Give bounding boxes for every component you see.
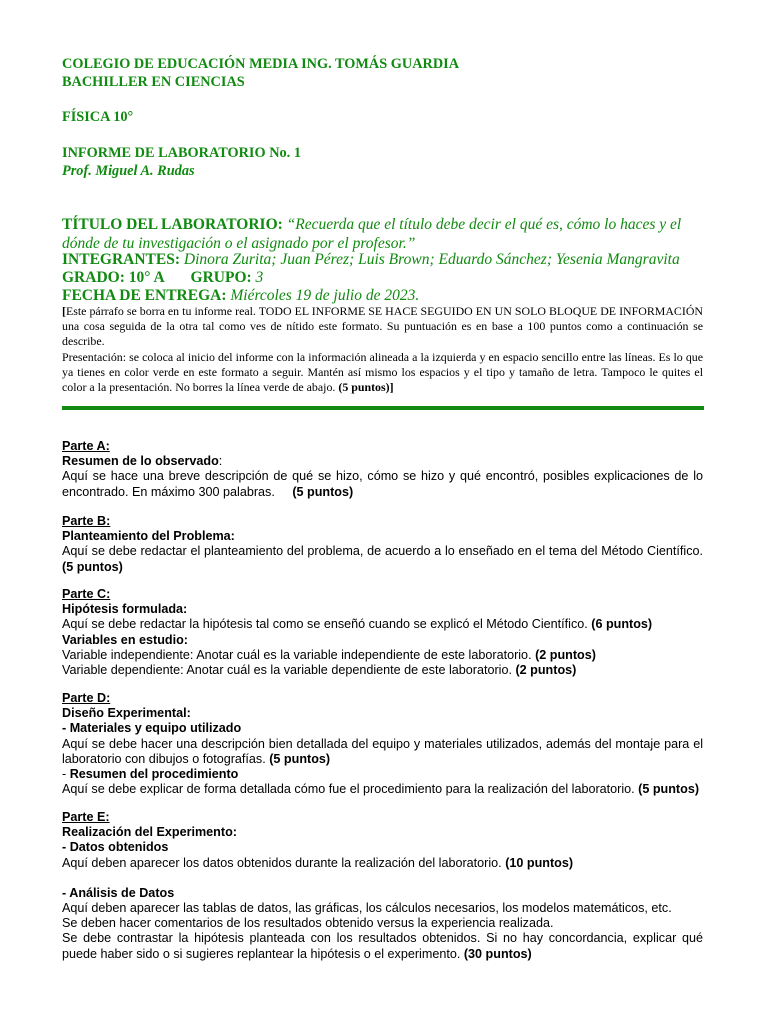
- part-e-analysis-text-3: Se debe contrastar la hipótesis planteada con los resultados obtenidos. Si no hay concordancia, explicar qué puede haber sido o si sugieres replantear la hipótesis o el experimento.: [62, 931, 703, 961]
- part-e-analysis-line-3: [62, 931, 703, 961]
- lab-title-block: [62, 216, 712, 253]
- green-divider-line: [62, 406, 704, 410]
- part-e-analysis-points: (30 puntos): [463, 946, 532, 961]
- part-b-points: (5 puntos): [62, 559, 123, 574]
- section-part-b: [62, 514, 703, 575]
- part-e-title: Parte E:: [62, 810, 110, 824]
- part-d-procedure-points: (5 puntos): [638, 782, 700, 797]
- note-open-bracket: [: [62, 304, 66, 318]
- part-c-dependent-points: (2 puntos): [515, 663, 577, 678]
- part-a-text: Aquí se hace una breve descripción de qué se hizo, cómo se hizo y qué encontró, posibles explicaciones de lo encontrado. En máximo 300 palabras.: [62, 469, 703, 499]
- note-paragraph-2: [62, 350, 703, 396]
- lab-title-label: TÍTULO DEL LABORATORIO:: [62, 216, 283, 233]
- part-a-heading-colon: :: [218, 454, 223, 469]
- part-b-title: Parte B:: [62, 514, 111, 528]
- part-e-data-points: (10 puntos): [505, 855, 574, 870]
- part-a-heading: Resumen de lo observado: [62, 454, 219, 469]
- group-label: GRUPO:: [190, 269, 252, 286]
- section-part-a: [62, 439, 703, 500]
- program-name: BACHILLER EN CIENCIAS: [62, 74, 245, 90]
- school-name: COLEGIO DE EDUCACIÓN MEDIA ING. TOMÁS GUARDIA: [62, 56, 460, 72]
- lab-title-value: “Recuerda que el título debe decir el qué es, cómo lo haces y el dónde de tu investigación o el asignado por el profesor.”: [62, 216, 682, 252]
- section-part-e: [62, 810, 703, 962]
- section-part-d: [62, 691, 703, 797]
- members-block: [62, 251, 712, 270]
- part-e-data-line: [62, 856, 703, 871]
- part-c-independent-points: (2 puntos): [535, 647, 596, 662]
- part-c-hypothesis-line: [62, 617, 703, 632]
- part-e-spacer: [62, 871, 703, 886]
- instructions-note: [62, 304, 703, 395]
- part-c-independent-text: Variable independiente: Anotar cuál es la variable independiente de este laboratorio.: [62, 647, 532, 662]
- note-points: (5 puntos)]: [338, 380, 394, 395]
- part-d-heading: Diseño Experimental:: [62, 706, 191, 721]
- part-c-dependent-line: [62, 663, 703, 678]
- part-d-procedure-text: Aquí se debe explicar de forma detallada cómo fue el procedimiento para la realización del laboratorio.: [62, 782, 635, 797]
- part-d-materials-text: Aquí se debe hacer una descripción bien detallada del equipo y materiales utilizados, además del montaje para el laboratorio con dibujos o fotografías.: [62, 736, 703, 766]
- part-d-procedure-line: [62, 782, 703, 797]
- section-part-c: [62, 587, 703, 678]
- grade-block: [62, 269, 712, 288]
- part-c-dependent-text: Variable dependiente: Anotar cuál es la variable dependiente de este laboratorio.: [62, 663, 512, 678]
- part-c-hypothesis-points: (6 puntos): [591, 617, 653, 632]
- part-d-procedure-dash: -: [62, 767, 70, 782]
- part-d-title: Parte D:: [62, 691, 111, 705]
- part-e-analysis-text-1: Aquí deben aparecer las tablas de datos, las gráficas, los cálculos necesarios, los modelos matemáticos, etc.: [62, 901, 672, 916]
- part-c-independent-line: [62, 648, 703, 663]
- part-c-heading-hypothesis: Hipótesis formulada:: [62, 602, 188, 617]
- date-label: FECHA DE ENTREGA:: [62, 287, 227, 304]
- part-e-data-heading: - Datos obtenidos: [62, 840, 169, 855]
- date-block: [62, 287, 712, 306]
- part-a-title: Parte A:: [62, 439, 110, 453]
- note-text-1: Este párrafo se borra en tu informe real. TODO EL INFORME SE HACE SEGUIDO EN UN SOLO BLOQUE DE INFORMACIÓN una cosa seguida de la otra tal como ves de nítido este formato. Su puntuación es en base a 100 puntos como a continuación se describe.: [62, 304, 703, 349]
- grade-label: GRADO: 10° A: [62, 269, 165, 286]
- part-c-title: Parte C:: [62, 587, 111, 601]
- date-value: Miércoles 19 de julio de 2023.: [230, 287, 420, 304]
- part-a-points: (5 puntos): [292, 484, 354, 499]
- part-b-text-line: [62, 544, 703, 574]
- members-label: INTEGRANTES:: [62, 251, 180, 268]
- part-d-procedure-heading-line: [62, 767, 703, 782]
- part-e-analysis-heading: - Análisis de Datos: [62, 885, 175, 900]
- part-e-analysis-text-2: Se deben hacer comentarios de los resultados obtenido versus la experiencia realizada.: [62, 916, 554, 931]
- members-value: Dinora Zurita; Juan Pérez; Luis Brown; Eduardo Sánchez; Yesenia Mangravita: [183, 251, 680, 268]
- part-e-data-text: Aquí deben aparecer los datos obtenidos durante la realización del laboratorio.: [62, 855, 502, 870]
- subject-name: FÍSICA 10°: [62, 109, 134, 125]
- part-c-heading-variables: Variables en estudio:: [62, 632, 188, 647]
- part-b-heading: Planteamiento del Problema:: [62, 529, 235, 544]
- part-d-materials-line: [62, 737, 703, 767]
- part-a-heading-line: [62, 454, 703, 469]
- teacher-name: Prof. Miguel A. Rudas: [62, 163, 195, 179]
- note-text-2: Presentación: se coloca al inicio del informe con la información alineada a la izquierda y en espacio sencillo entre las líneas. Es lo que ya tienes en color verde en este formato a seguir. Mantén así mismo los espacios y el tipo y tamaño de letra. Tampoco le quites el color a la presentación. No borres la línea verde de abajo.: [62, 349, 703, 395]
- part-d-procedure-heading: Resumen del procedimiento: [69, 767, 239, 782]
- part-d-materials-heading: - Materiales y equipo utilizado: [62, 721, 242, 736]
- part-a-text-line: [62, 469, 703, 499]
- note-paragraph-1: [62, 304, 703, 350]
- part-b-text: Aquí se debe redactar el planteamiento del problema, de acuerdo a lo enseñado en el tema del Método Científico.: [62, 544, 703, 559]
- part-c-hypothesis-text: Aquí se debe redactar la hipótesis tal como se enseñó cuando se explicó el Método Científico.: [62, 617, 588, 632]
- part-d-materials-points: (5 puntos): [269, 751, 331, 766]
- part-e-heading: Realización del Experimento:: [62, 825, 237, 840]
- report-title: INFORME DE LABORATORIO No. 1: [62, 145, 301, 161]
- group-value: 3: [255, 269, 264, 286]
